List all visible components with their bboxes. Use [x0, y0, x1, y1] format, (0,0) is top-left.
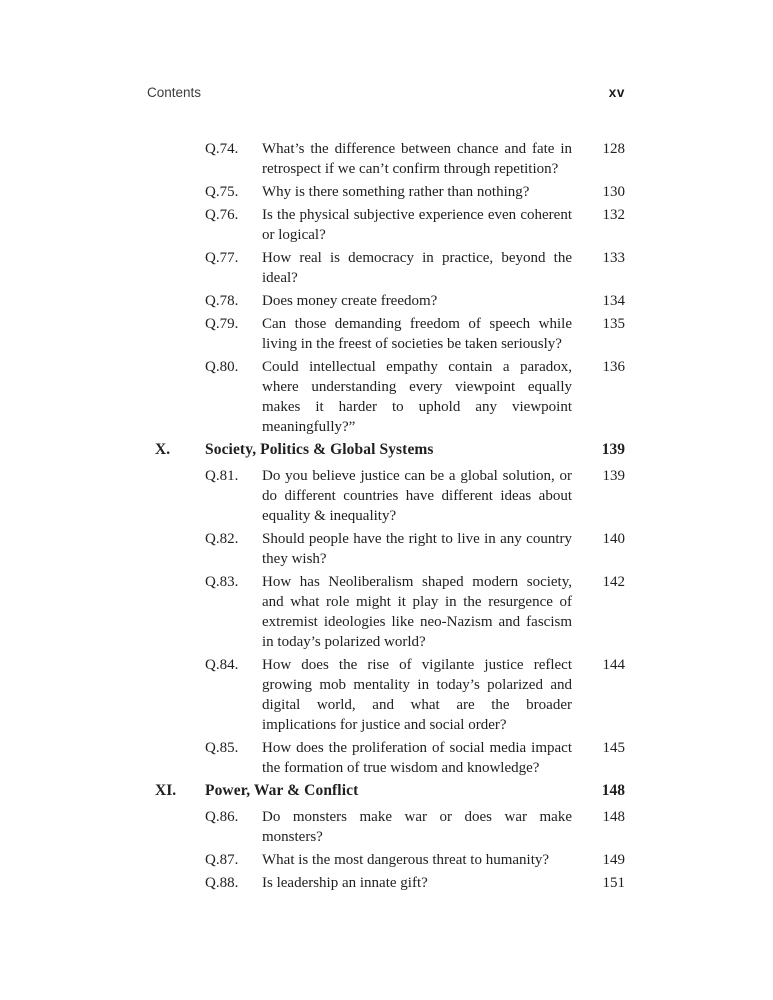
question-page-number: 134: [602, 293, 625, 309]
question-label: Q.74.: [205, 141, 239, 157]
question-label: Q.80.: [205, 359, 239, 375]
toc-question-entry: [155, 873, 625, 893]
question-text: How real is democracy in practice, beyond the ideal?: [262, 250, 572, 286]
section-page-number: 148: [601, 782, 625, 799]
toc-section-entry: [155, 781, 625, 801]
question-page-number: 142: [602, 574, 625, 590]
question-label: Q.75.: [205, 184, 239, 200]
question-page-number: 140: [602, 531, 625, 547]
question-label: Q.77.: [205, 250, 239, 266]
question-page-number: 132: [602, 207, 625, 223]
question-text: What is the most dangerous threat to humanity?: [262, 852, 550, 868]
question-label: Q.84.: [205, 657, 239, 673]
toc-section-entry: [155, 440, 625, 460]
question-text: Could intellectual empathy contain a paradox, where understanding every viewpoint equally makes it harder to uphold any viewpoint meaningfully?”: [262, 359, 572, 435]
question-page-number: 133: [602, 250, 625, 266]
section-numeral: XI.: [155, 782, 177, 799]
running-head-title: Contents: [147, 85, 202, 100]
question-text: How does the rise of vigilante justice reflect growing mob mentality in today’s polarized and digital world, and what are the broader implications for justice and social order?: [262, 657, 572, 733]
question-label: Q.83.: [205, 574, 239, 590]
toc-question-entry: [155, 572, 625, 652]
question-page-number: 130: [602, 184, 625, 200]
question-label: Q.82.: [205, 531, 239, 547]
toc-question-entry: [155, 182, 625, 202]
question-text: Should people have the right to live in any country they wish?: [262, 531, 572, 567]
toc-question-entry: [155, 314, 625, 354]
question-page-number: 149: [602, 852, 625, 868]
question-label: Q.78.: [205, 293, 239, 309]
running-head: [147, 85, 625, 100]
question-text: Do you believe justice can be a global solution, or do different countries have different ideas about equality & inequality?: [262, 468, 572, 524]
toc-question-entry: [155, 738, 625, 778]
question-page-number: 151: [602, 875, 625, 891]
question-label: Q.88.: [205, 875, 239, 891]
section-page-number: 139: [601, 441, 625, 458]
toc-question-entry: [155, 466, 625, 526]
question-label: Q.87.: [205, 852, 239, 868]
question-page-number: 145: [602, 740, 625, 756]
question-label: Q.76.: [205, 207, 239, 223]
running-head-page-number: xv: [608, 85, 625, 100]
question-page-number: 144: [602, 657, 625, 673]
toc-question-entry: [155, 655, 625, 735]
section-title: Society, Politics & Global Systems: [205, 441, 434, 458]
section-title: Power, War & Conflict: [205, 782, 359, 799]
question-text: Do monsters make war or does war make monsters?: [262, 809, 572, 845]
table-of-contents: [155, 139, 625, 893]
toc-question-entry: [155, 291, 625, 311]
question-label: Q.86.: [205, 809, 239, 825]
question-text: How has Neoliberalism shaped modern society, and what role might it play in the resurgence of extremist ideologies like neo-Nazism and fascism in today’s polarized world?: [262, 574, 572, 650]
toc-question-entry: [155, 205, 625, 245]
question-label: Q.81.: [205, 468, 239, 484]
question-page-number: 139: [602, 468, 625, 484]
question-text: Is leadership an innate gift?: [262, 875, 428, 891]
question-page-number: 136: [602, 359, 625, 375]
toc-question-entry: [155, 357, 625, 437]
question-page-number: 128: [602, 141, 625, 157]
toc-question-entry: [155, 807, 625, 847]
toc-question-entry: [155, 850, 625, 870]
question-label: Q.79.: [205, 316, 239, 332]
question-text: Is the physical subjective experience even coherent or logical?: [262, 207, 572, 243]
toc-question-entry: [155, 139, 625, 179]
question-text: What’s the difference between chance and fate in retrospect if we can’t confirm through repetition?: [262, 141, 572, 177]
section-numeral: X.: [155, 441, 171, 458]
toc-question-entry: [155, 248, 625, 288]
question-text: Can those demanding freedom of speech while living in the freest of societies be taken seriously?: [262, 316, 572, 352]
question-label: Q.85.: [205, 740, 239, 756]
question-page-number: 148: [602, 809, 625, 825]
question-text: Does money create freedom?: [262, 293, 438, 309]
toc-question-entry: [155, 529, 625, 569]
question-text: How does the proliferation of social media impact the formation of true wisdom and knowledge?: [262, 740, 572, 776]
question-page-number: 135: [602, 316, 625, 332]
question-text: Why is there something rather than nothing?: [262, 184, 530, 200]
